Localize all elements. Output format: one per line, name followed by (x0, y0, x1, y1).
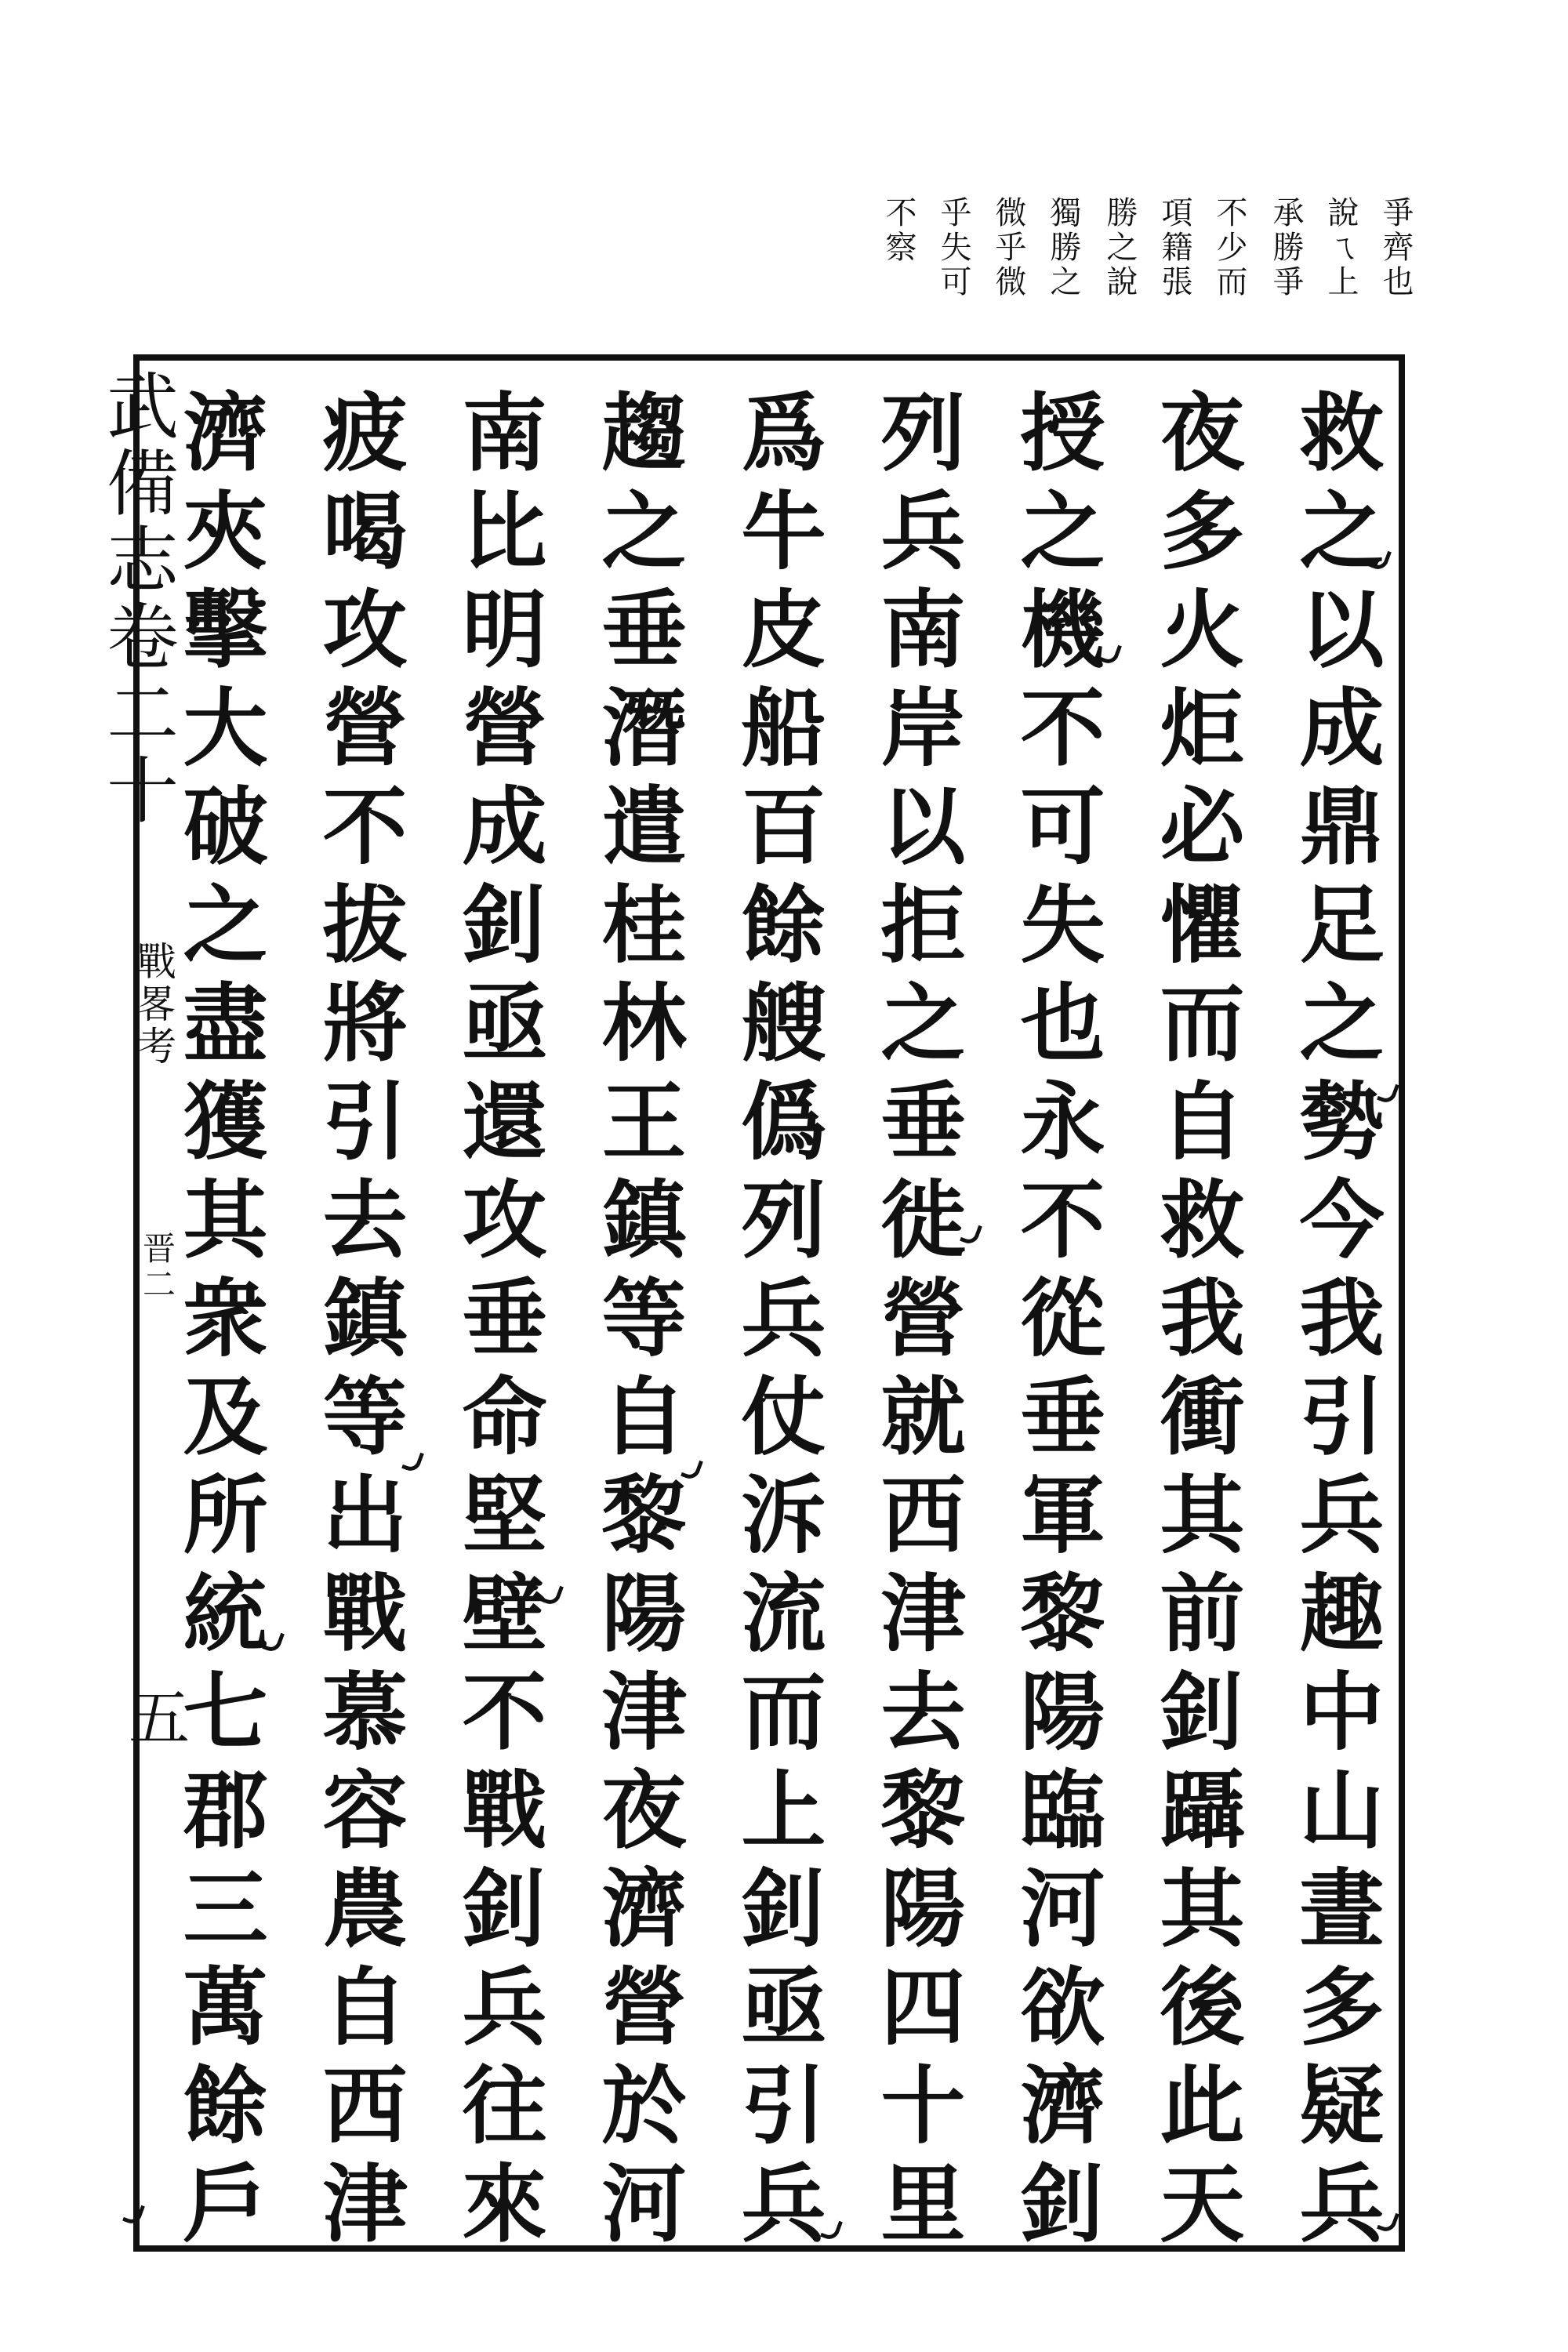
page-number: 五 (118, 1686, 189, 1747)
text-column: 列兵南岸以拒之垂徙營就西津去黎陽四十里 (866, 388, 965, 2258)
text-column: 授之機不可失也永不從垂軍黎陽臨河欲濟釗 (1006, 388, 1105, 2258)
annotation-column: 獨勝之 (1045, 196, 1081, 299)
annotation-column: 勝之說 (1102, 196, 1138, 299)
margin-section-label: 戰畧考 (131, 941, 176, 1068)
annotation-column: 不少而 (1211, 196, 1247, 299)
text-column: 趨之垂潛遣桂林王鎮等自黎陽津夜濟營於河 (587, 388, 686, 2258)
text-column: 夜多火炬必懼而自救我衝其前釗躡其後此天 (1145, 388, 1244, 2258)
annotation-column: 乎失可 (935, 196, 971, 299)
text-column: 爲牛皮船百餘艘僞列兵仗泝流而上釗亟引兵 (727, 388, 826, 2258)
annotation-column: 承勝爭 (1268, 196, 1304, 299)
margin-book-title: 武備志卷二十 (95, 368, 179, 829)
text-column: 救之以成鼎足之勢今我引兵趣中山晝多疑兵 (1285, 388, 1384, 2258)
annotation-column: 說ㄟ上 (1323, 196, 1359, 299)
annotation-column: 不察 (880, 196, 916, 265)
annotation-column: 微乎微 (990, 196, 1026, 299)
margin-folio: 晋二 (138, 1231, 176, 1303)
annotation-column: 爭齊也 (1377, 196, 1414, 299)
text-column: 疲喝攻營不拔將引去鎮等出戰慕容農自西津 (308, 388, 407, 2258)
text-column: 南比明營成釗亟還攻垂命堅壁不戰釗兵往來 (448, 388, 546, 2258)
text-column: 濟夾擊大破之盡獲其衆及所統七郡三萬餘戶 (169, 388, 267, 2258)
annotation-column: 項籍張 (1156, 196, 1192, 299)
